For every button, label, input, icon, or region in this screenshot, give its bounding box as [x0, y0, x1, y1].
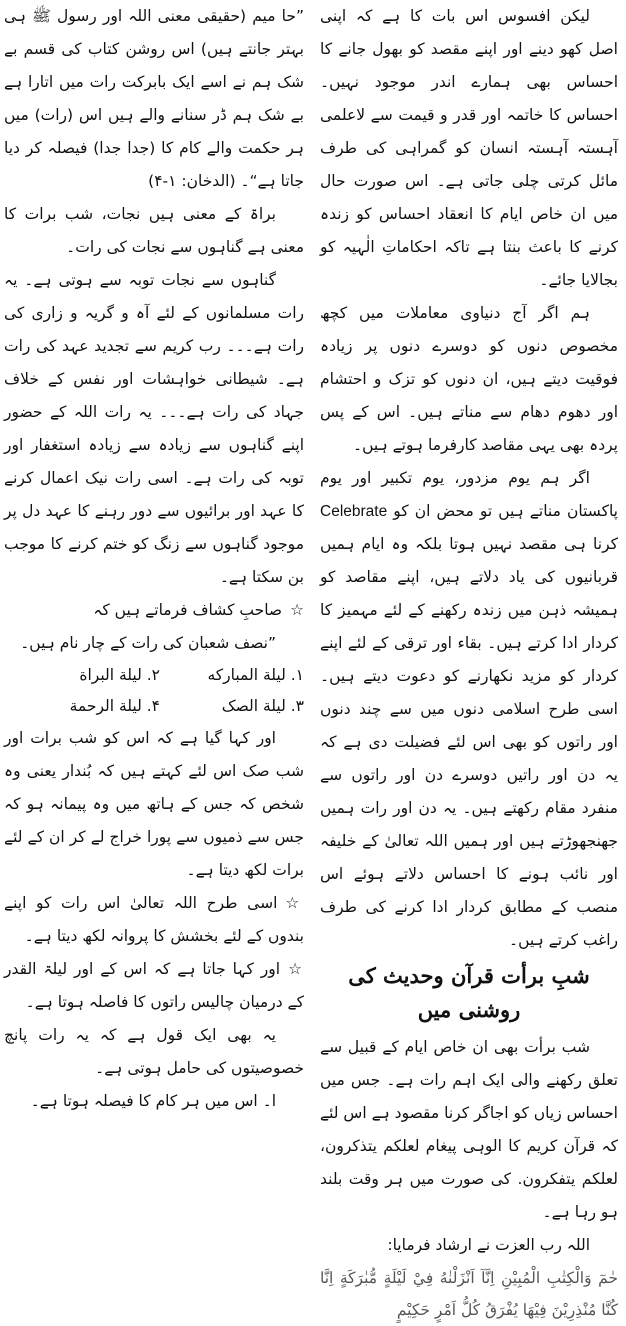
star-icon: ☆ — [288, 960, 304, 978]
text-run: کرنا ہی مقصد نہیں ہوتا بلکہ وہ ایام ہمیں قربانیوں کی یاد دلاتے ہیں، اپنے مقاصد کو ہمیشہ ذہن میں زندہ رکھنے کے لئے مہمیز کا کردار ادا کرتے ہیں۔ بقاء اور ترقی کے لئے اپنے کردار کو مزید نکھارنے کو دعوت دیتے ہیں۔ اسی طرح اسلامی دنوں میں سے چند دنوں اور راتوں کو بھی اس لئے فضیلت دی ہے کہ یہ دن اور راتیں دوسرے دن اور راتوں سے منفرد مقام رکھتے ہیں۔ یہ دن اور رات ہمیں جھنجھوڑتے ہیں اور ہمیں اللہ تعالیٰ کے خلیفہ اور نائب ہونے کا احساس دلاتے ہوئے اس منصب کے مطابق کردار ادا کرنے کی طرف راغب کرتے ہیں۔ — [320, 535, 618, 949]
text-run: صاحبِ کشاف فرماتے ہیں کہ — [93, 601, 283, 619]
quran-verse: حٰمٓ وَالْكِتٰبِ الْمُبِيْنِ اِنَّآ اَنْزَلْنٰهُ فِيْ لَيْلَةٍ مُّبٰرَكَةٍ اِنَّا كُنَّا مُنْذِرِيْنَ فِيْهَا يُفْرَقُ كُلُّ اَمْرٍ حَكِيْمٍ — [320, 1269, 618, 1319]
paragraph: اللہ رب العزت نے ارشاد فرمایا: — [387, 1236, 590, 1254]
paragraph — [4, 594, 304, 627]
paragraph: ہم اگر آج دنیاوی معاملات میں کچھ مخصوص دنوں کو دوسرے دنوں پر زیادہ فوقیت دیتے ہیں، ان دنوں کو تزک و احتشام اور دھوم دھام سے مناتے ہیں۔ اس کے پس پردہ بھی یہی مقاصد کارفرما ہوتے ہیں۔ — [320, 304, 618, 454]
paragraph — [320, 462, 618, 957]
left-column — [4, 0, 304, 1110]
star-icon: ☆ — [290, 601, 304, 619]
list-item: ۱. ليلة المباركه — [207, 666, 304, 684]
text-run: اسی طرح اللہ تعالیٰ اس رات کو اپنے بندوں کے لئے بخشش کا پروانہ لکھ دیتا ہے۔ — [4, 894, 304, 945]
text-run: اگر ہم یوم مزدور، یوم تکبیر اور یوم پاکستان مناتے ہیں تو محض ان کو — [320, 469, 618, 520]
list-item: ۳. ليلة الصک — [221, 697, 304, 715]
paragraph: ”نصف شعبان کی رات کے چار نام ہیں۔ — [20, 634, 276, 652]
paragraph: ا۔ اس میں ہر کام کا فیصلہ ہوتا ہے۔ — [30, 1092, 276, 1110]
paragraph — [4, 953, 304, 1019]
paragraph: یہ بھی ایک قول ہے کہ یہ رات پانچ خصوصیتوں کی حامل ہوتی ہے۔ — [4, 1026, 304, 1077]
paragraph: اور کہا گیا ہے کہ اس کو شب برات اور شب صک اس لئے کہتے ہیں کہ بُندار یعنی وہ شخص کہ جس کے ہاتھ میں وہ پیمانہ ہو کہ جس سے ذمیوں سے پورا خراج لے کر ان کے لئے برات لکھ دیتا ہے۔ — [4, 729, 304, 879]
list-item: ۲. ليلة البراة — [79, 666, 160, 684]
text-run: اور کہا جاتا ہے کہ اس کے اور لیلۃ القدر کے درمیان چالیس راتوں کا فاصلہ ہوتا ہے۔ — [4, 960, 304, 1011]
paragraph: ”حا میم (حقیقی معنی اللہ اور رسول ﷺ ہی بہتر جانتے ہیں) اس روشن کتاب کی قسم بے شک ہم نے اسے ایک بابرکت رات میں اتارا ہے بے شک ہم ڈر سنانے والے ہیں اس (رات) میں ہر حکمت والے کام کا (جدا جدا) فیصلہ کر دیا جاتا ہے“۔ (الدخان: ۱-۴) — [4, 7, 304, 190]
names-list — [4, 660, 304, 722]
paragraph: لیکن افسوس اس بات کا ہے کہ اپنی اصل کھو دینے اور اپنے مقصد کو بھول جانے کا احساس بھی ہمارے اندر موجود نہیں۔ احساس کا خاتمہ اور قدر و قیمت سے لاعلمی آہستہ آہستہ انسان کو گمراہی کی طرف مائل کرتی چلی جاتی ہے۔ اس صورت حال میں ان خاص ایام کا انعقاد احساس کو زندہ کرنے کا باعث بنتا ہے تاکہ احکاماتِ الٰہیہ کو بجالایا جائے۔ — [320, 7, 618, 289]
english-word: Celebrate — [320, 503, 388, 520]
section-heading: شبِ برأت قرآن وحدیث کی روشنی میں — [348, 963, 590, 1022]
right-column — [320, 0, 618, 1319]
list-item: ۴. ليلة الرحمة — [69, 697, 160, 715]
star-icon: ☆ — [285, 894, 304, 912]
paragraph: گناہوں سے نجات توبہ سے ہوتی ہے۔ یہ رات مسلمانوں کے لئے آہ و گریہ و زاری کی رات ہے۔۔۔ رب کریم سے تجدید عہد کی رات ہے۔ شیطانی خواہشات اور نفس کے خلاف جہاد کی رات ہے۔۔۔ یہ رات اللہ کے حضور اپنے گناہوں سے زیادہ سے زیادہ استغفار اور توبہ کی رات ہے۔ اسی رات نیک اعمال کرنے کا عہد اور برائیوں سے دور رہنے کا عہد دل پر موجود گناہوں سے زنگ کو ختم کرنے کا موجب بن سکتا ہے۔ — [4, 271, 304, 586]
paragraph — [4, 887, 304, 953]
paragraph: براۃ کے معنی ہیں نجات، شب برات کا معنی ہے گناہوں سے نجات کی رات۔ — [4, 205, 304, 256]
paragraph: شب برأت بھی ان خاص ایام کے قبیل سے تعلق رکھنے والی ایک اہم رات ہے۔ جس میں احساس زیاں کو اجاگر کرنا مقصود ہے اس لئے کہ قرآن کریم کا الوہی پیغام لعلکم یتذکرون، لعلکم یتفکرون. کی صورت میں ہر وقت بلند ہو رہا ہے۔ — [320, 1038, 618, 1221]
